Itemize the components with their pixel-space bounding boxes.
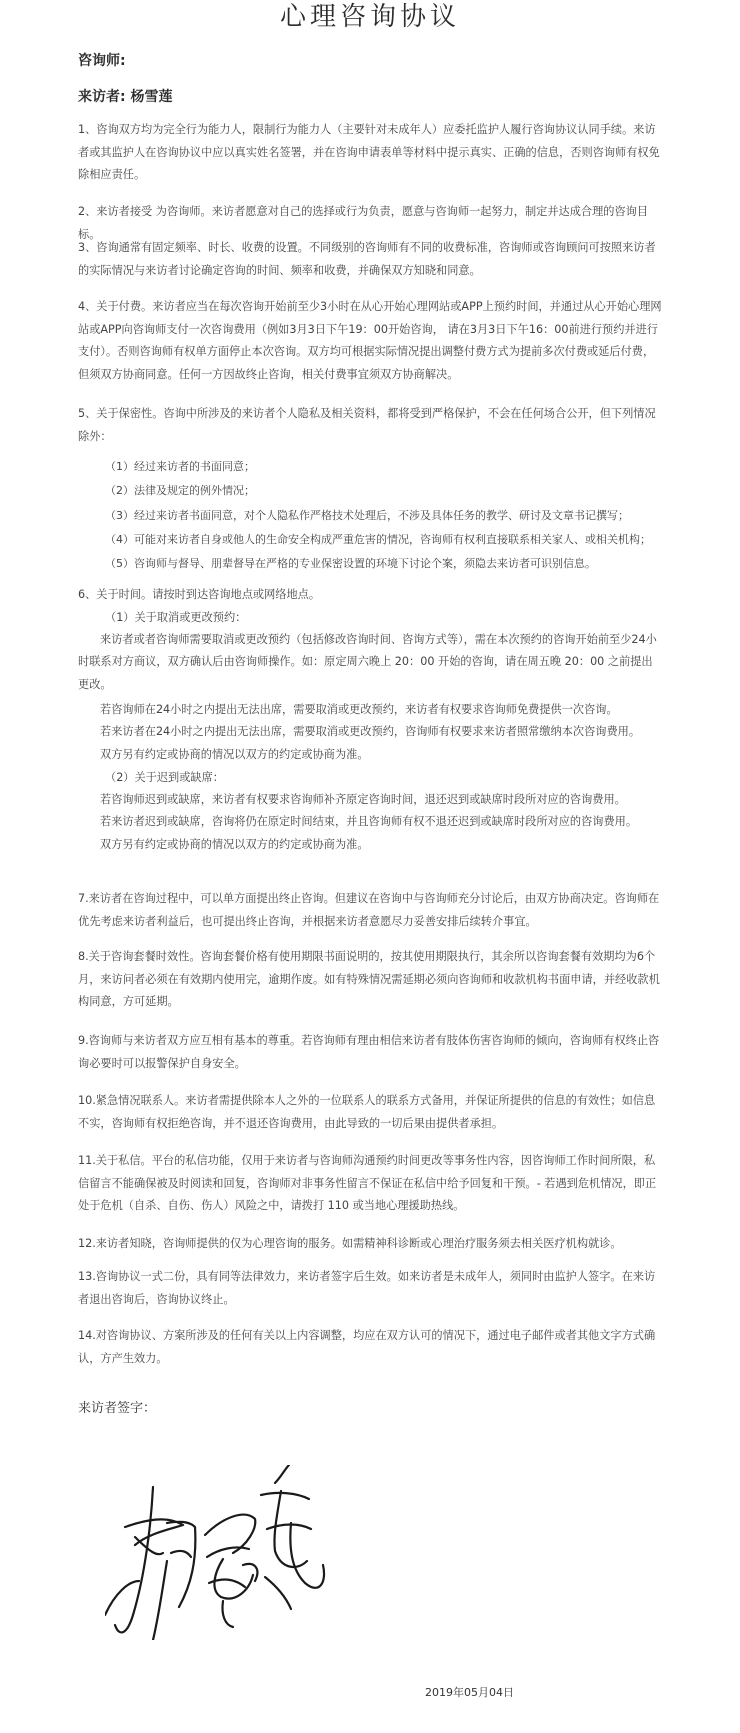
- counselor-line: [78, 50, 126, 70]
- clause-14: 14.对咨询协议、方案所涉及的任何有关以上内容调整，均应在双方认可的情况下，通过电子邮件或者其他文字方式确认，方产生效力。: [78, 1329, 656, 1365]
- clause-6-sub1-paragraph: 双方另有约定或协商的情况以双方的约定或协商为准。: [100, 748, 369, 762]
- clause-12: 12.来访者知晓，咨询师提供的仅为心理咨询的服务。如需精神科诊断或心理治疗服务须去相关医疗机构就诊。: [78, 1237, 622, 1250]
- clause-6-sub1-paragraph: 来访者或者咨询师需要取消或更改预约（包括修改咨询时间、咨询方式等），需在本次预约的咨询开始前至少24小时联系对方商议，双方确认后由咨询师操作。如：原定周六晚上 20：00 开始的咨询，请在周五晚 20：00 之前提出更改。: [78, 632, 657, 691]
- client-line: [78, 86, 172, 106]
- clause-6-sub2-paragraph: 双方另有约定或协商的情况以双方的约定或协商为准。: [100, 838, 369, 852]
- signature-label: 来访者签字：: [78, 1401, 157, 1416]
- clause-6-sub2-paragraph: 若来访者迟到或缺席，咨询将仍在原定时间结束，并且咨询师有权不退还迟到或缺席时段所对应的咨询费用。: [100, 815, 638, 829]
- clause-5: [78, 403, 662, 576]
- client-label: 来访者:: [78, 89, 126, 105]
- clause-3: 3、咨询通常有固定频率、时长、收费的设置。不同级别的咨询师有不同的收费标准，咨询师或咨询顾问可按照来访者的实际情况与来访者讨论确定咨询的时间、频率和收费，并确保双方知晓和同意。: [78, 241, 656, 277]
- clause-6-sub1-paragraph: 若咨询师在24小时之内提出无法出席，需要取消或更改预约，来访者有权要求咨询师免费提供一次咨询。: [100, 702, 618, 716]
- clause-6-sub2-paragraph: 若咨询师迟到或缺席，来访者有权要求咨询师补齐原定咨询时间，退还迟到或缺席时段所对应的咨询费用。: [100, 792, 626, 806]
- clause-5-item: （3）经过来访者书面同意，对个人隐私作严格技术处理后，不涉及具体任务的教学、研讨及文章书记撰写；: [105, 508, 629, 522]
- counselor-label: 咨询师:: [78, 53, 126, 69]
- clause-11: 11.关于私信。平台的私信功能，仅用于来访者与咨询师沟通预约时间更改等事务性内容，因咨询师工作时间所限，私信留言不能确保被及时阅读和回复，咨询师对非事务性留言不保证在私信中给予回复和干预。- 若遇到危机情况，即正处于危机（自杀、自伤、伤人）风险之中，请拨打 110 或当地心理援助热线。: [78, 1154, 657, 1212]
- clause-5-item: （2）法律及规定的例外情况；: [105, 484, 255, 498]
- clause-9: 9.咨询师与来访者双方应互相有基本的尊重。若咨询师有理由相信来访者有肢体伤害咨询师的倾向，咨询师有权终止咨询必要时可以报警保护自身安全。: [78, 1034, 660, 1070]
- clause-5-lead: 5、关于保密性。咨询中所涉及的来访者个人隐私及相关资料，都将受到严格保护，不会在任何场合公开，但下列情况除外：: [78, 407, 656, 443]
- clause-4: 4、关于付费。来访者应当在每次咨询开始前至少3小时在从心开始心理网站或APP上预约时间，并通过从心开始心理网站或APP向咨询师支付一次咨询费用（例如3月3日下午19：00开始咨询， 请在3月3日下午16：00前进行预约并进行支付）。否则咨询师有权单方面停止本次咨询。双方均可根据实际情况提出调整付费方式为提前多次付费或延后付费，但须双方协商同意。任何一方因故终止咨询，相关付费事宜须双方协商解决。: [78, 300, 662, 381]
- handwritten-signature: [105, 1465, 335, 1640]
- client-name: 杨雪莲: [130, 89, 173, 105]
- clause-7: 7.来访者在咨询过程中，可以单方面提出终止咨询。但建议在咨询中与咨询师充分讨论后，由双方协商决定。咨询师在优先考虑来访者利益后，也可提出终止咨询，并根据来访者意愿尽力妥善安排后续转介事宜。: [78, 892, 660, 928]
- clause-5-item: （1）经过来访者的书面同意；: [105, 460, 255, 473]
- clause-6-sub1-paragraph: 若来访者在24小时之内提出无法出席，需要取消或更改预约，咨询师有权要求来访者照常缴纳本次咨询费用。: [100, 725, 641, 739]
- clause-6-lead: 6、关于时间。请按时到达咨询地点或网络地点。: [78, 588, 321, 601]
- clause-6: [78, 584, 662, 857]
- clause-2: 2、来访者接受 为咨询师。来访者愿意对自己的选择或行为负责，愿意与咨询师一起努力，制定并达成合理的咨询目标。: [78, 205, 649, 241]
- clause-8: 8.关于咨询套餐时效性。咨询套餐价格有使用期限书面说明的，按其使用期限执行，其余所以咨询套餐有效期均为6个月，来访问者必须在有效期内使用完，逾期作废。如有特殊情况需延期必须向咨询师和收款机构书面申请，并经收款机构同意，方可延期。: [78, 950, 660, 1008]
- clause-6-sub1-heading: （1）关于取消或更改预约：: [105, 610, 247, 624]
- clause-5-item: （5）咨询师与督导、朋辈督导在严格的专业保密设置的环境下讨论个案，须隐去来访者可识别信息。: [105, 557, 596, 571]
- clause-5-item: （4）可能对来访者自身或他人的生命安全构成严重危害的情况，咨询师有权利直接联系相关家人、或相关机构；: [105, 532, 651, 546]
- signing-date: 2019年05月04日: [425, 1686, 514, 1699]
- clause-10: 10.紧急情况联系人。来访者需提供除本人之外的一位联系人的联系方式备用，并保证所提供的信息的有效性；如信息不实，咨询师有权拒绝咨询，并不退还咨询费用，由此导致的一切后果由提供者承担。: [78, 1094, 656, 1130]
- clause-13: 13.咨询协议一式二份，具有同等法律效力，来访者签字后生效。如来访者是未成年人，须同时由监护人签字。在来访者退出咨询后，咨询协议终止。: [78, 1270, 656, 1306]
- document-title: 心理咨询协议: [279, 2, 460, 32]
- clause-1: 1、咨询双方均为完全行为能力人，限制行为能力人（主要针对未成年人）应委托监护人履行咨询协议认同手续。来访者或其监护人在咨询协议中应以真实姓名签署，并在咨询申请表单等材料中提示真实、正确的信息，否则咨询师有权免除相应责任。: [78, 123, 660, 181]
- clause-6-sub2-heading: （2）关于迟到或缺席：: [105, 770, 224, 784]
